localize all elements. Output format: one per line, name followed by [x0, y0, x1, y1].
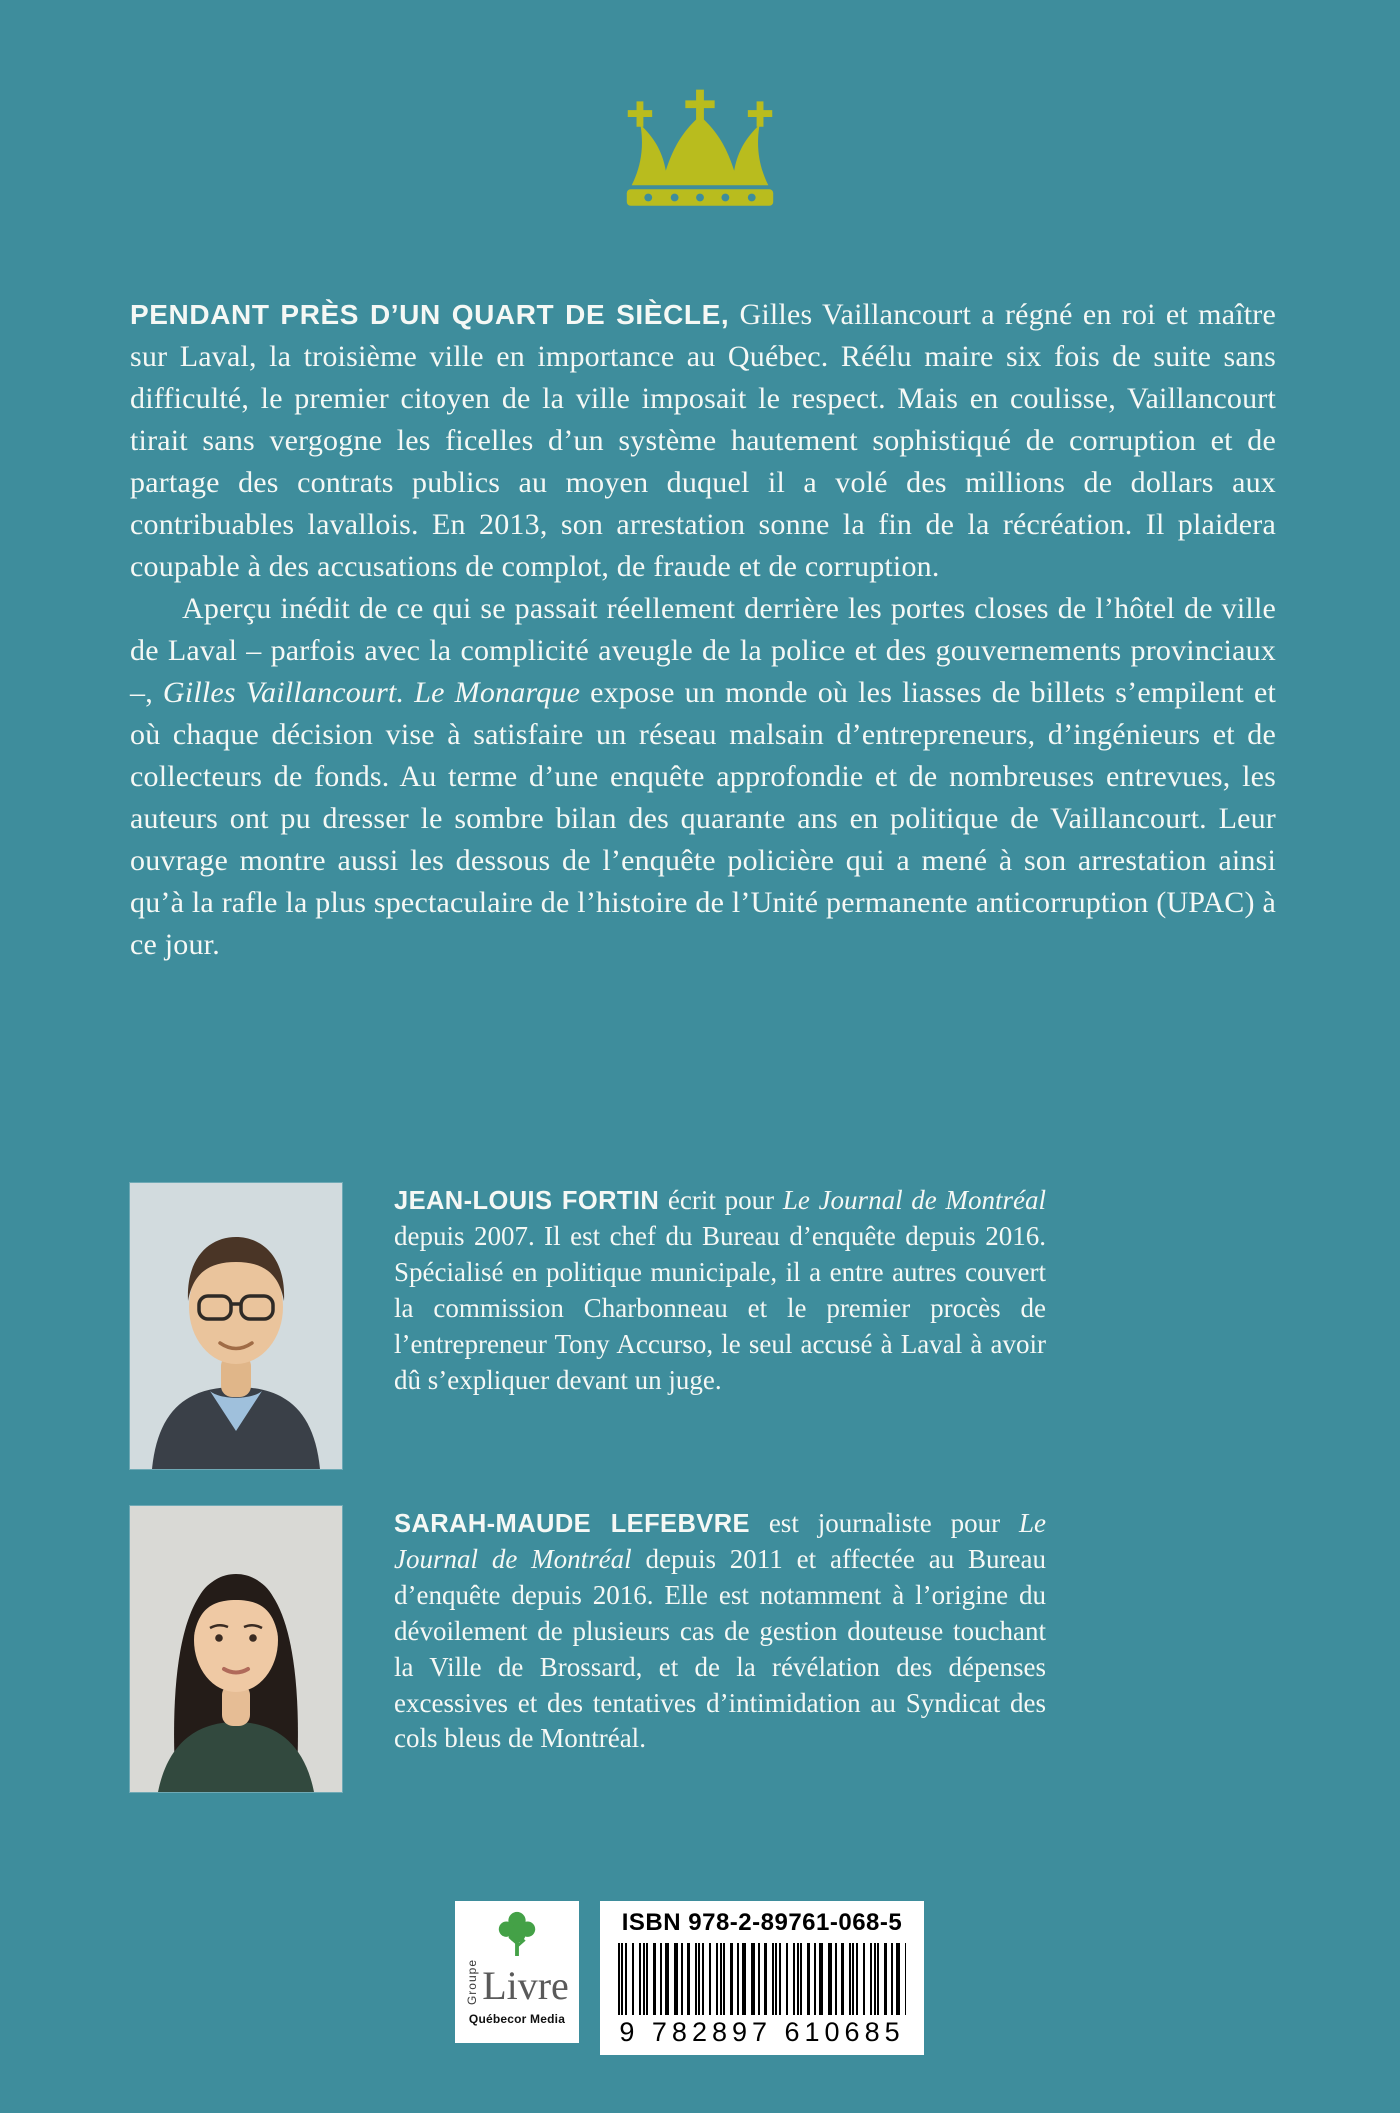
publisher-quebecor-label: Québecor Media — [468, 2012, 566, 2027]
author-bio-text-a: écrit pour — [659, 1185, 783, 1215]
author-name: SARAH-MAUDE LEFEBVRE — [394, 1510, 750, 1538]
synopsis-lead-in: PENDANT PRÈS D’UN QUART DE SIÈCLE, — [130, 299, 730, 330]
author-block-jean-louis-fortin — [130, 1183, 1046, 1469]
book-title: Gilles Vaillancourt. Le Monarque — [162, 676, 581, 709]
isbn-label: ISBN 978-2-89761-068-5 — [621, 1909, 903, 1936]
author-photo-sarah-maude-lefebvre — [130, 1506, 342, 1792]
footer — [0, 1900, 1400, 2060]
author-bio-text-a: est journaliste pour — [749, 1508, 1019, 1538]
tree-icon — [494, 1908, 540, 1958]
author-photo-jean-louis-fortin — [130, 1183, 342, 1469]
author-block-sarah-maude-lefebvre — [130, 1506, 1046, 1792]
publisher-logo — [455, 1901, 579, 2043]
crown-icon — [598, 86, 803, 226]
barcode — [618, 1943, 906, 2015]
author-bio-text-b: depuis 2007. Il est chef du Bureau d’enquête depuis 2016. Spécialisé en politique municipale, il a entre autres couvert la commission Charbonneau et le premier procès de l’entrepreneur Tony Accurso, le seul accusé à Laval à avoir dû s’expliquer devant un juge. — [394, 1220, 1046, 1395]
synopsis-paragraph-2 — [130, 588, 1276, 966]
synopsis-paragraph-1 — [130, 294, 1276, 588]
barcode-number: 9 782897 610685 — [619, 2017, 905, 2047]
publisher-livre-label: Livre — [482, 1963, 569, 2009]
synopsis-paragraph-2-text-a: Aperçu inédit de ce qui se passait réellement derrière les portes closes de l’hôtel de ville de Laval – parfois avec la complicité aveugle de la police et des gouvernements provinciaux –, — [130, 592, 1276, 709]
author-bio-jean-louis-fortin — [394, 1183, 1046, 1398]
author-bio-sarah-maude-lefebvre — [394, 1506, 1046, 1757]
publisher-wordmark — [465, 1959, 569, 2009]
synopsis-paragraph-2-text-b: expose un monde où les liasses de billets s’empilent et où chaque décision vise à satisfaire un réseau malsain d’entrepreneurs, d’ingénieurs et de collecteurs de fonds. Au terme d’une enquête approfondie et de nombreuses entrevues, les auteurs ont pu dresser le sombre bilan des quarante ans en politique de Vaillancourt. Leur ouvrage montre aussi les dessous de l’enquête policière qui a mené à son arrestation ainsi qu’à la rafle la plus spectaculaire de l’histoire de l’Unité permanente anticorruption (UPAC) à ce jour. — [130, 676, 1276, 961]
publisher-groupe-label: Groupe — [465, 1959, 480, 2006]
journal-title: Le Journal de Montréal — [782, 1185, 1046, 1215]
synopsis-paragraph-1-text: Gilles Vaillancourt a régné en roi et maître sur Laval, la troisième ville en importance au Québec. Réélu maire six fois de suite sans difficulté, le premier citoyen de la ville imposait le respect. Mais en coulisse, Vaillancourt tirait sans vergogne les ficelles d’un système hautement sophistiqué de corruption et de partage des contrats publics au moyen duquel il a volé des millions de dollars aux contribuables lavallois. En 2013, son arrestation sonne la fin de la récréation. Il plaidera coupable à des accusations de complot, de fraude et de corruption. — [130, 298, 1276, 583]
isbn-barcode-box — [600, 1901, 924, 2055]
author-bio-text-b: depuis 2011 et affectée au Bureau d’enquête depuis 2016. Elle est notamment à l’origine du dévoilement de plusieurs cas de gestion douteuse touchant la Ville de Brossard, et de la révélation des dépenses excessives et des tentatives d’intimidation au Syndicat des cols bleus de Montréal. — [394, 1543, 1046, 1754]
author-name: JEAN-LOUIS FORTIN — [394, 1187, 660, 1215]
synopsis — [130, 294, 1276, 966]
journal-title: Le Journal de Montréal — [394, 1508, 1046, 1574]
